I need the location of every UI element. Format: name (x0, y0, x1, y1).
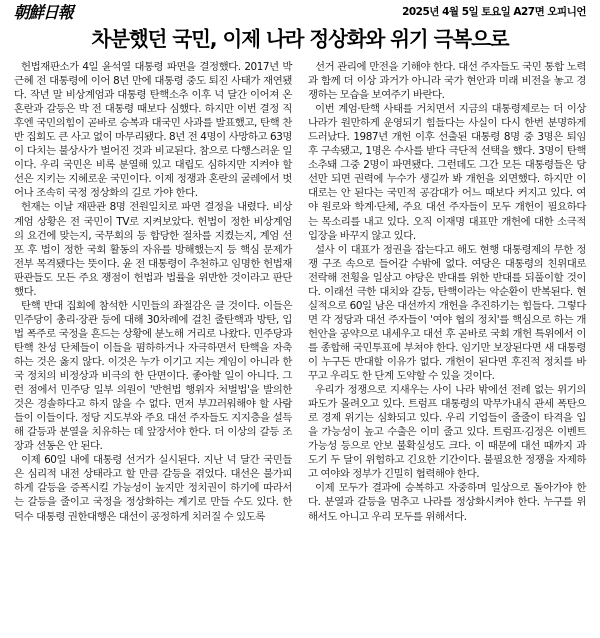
article-body (14, 60, 586, 524)
paragraph: 헌법재판소가 4일 윤석열 대통령 파면을 결정했다. 2017년 박근혜 전 대통령에 이어 8년 만에 대통령 중도 퇴진 사태가 재연됐다. 작년 말 비상계엄과 대통령 탄핵소추 이후 넉 달간 이어져 온 혼란과 갈등은 박 전 대통령 때보다 심했다. 하지만 이번 결정 직후엔 국민의힘이 곧바로 승복과 대국민 사과를 발표했고, 탄핵 찬반 집회도 큰 사고 없이 마무리됐다. 8년 전 4명이 사망하고 63명이 다치는 불상사가 벌어진 것과 비교된다. 참으로 다행스러운 일이다. 우리 국민은 비록 분열해 있고 대립도 심하지만 지켜야 할 선은 지키는 지혜로운 국민이다. 이제 정쟁과 혼란의 굴레에서 벗어나 조속히 국정 정상화의 길로 가야 한다. (14, 61, 292, 200)
paragraph: 탄핵 반대 집회에 참석한 시민들의 좌절감은 클 것이다. 이들은 민주당이 총리·장관 등에 대해 30차례에 걸친 줄탄핵과 방탄, 입법 폭주로 국정을 흔드는 상황에 분노해 거리로 나왔다. 민주당과 탄핵 찬성 단체들이 이들을 폄하하거나 자극하면서 탄핵을 자축하는 것은 옳지 않다. 이것은 누가 이기고 지는 게임이 아니라 한국 정치의 비정상과 비극의 한 단면이다. 좋아할 일이 아니다. 그런 점에서 민주당 일부 의원이 '반헌법 행위자 처벌법'을 발의한 것은 경솔하다고 하지 않을 수 없다. 먼저 부끄러워해야 할 사람들이 이들이다. 정당 지도부와 주요 대선 주자들도 지지층을 설득해 갈등과 분열을 치유하는 데 앞장서야 한다. 더 이상의 갈등 조장과 선동은 안 된다. (14, 299, 292, 453)
column-right (308, 60, 586, 524)
paragraph: 이번 계엄·탄핵 사태를 거치면서 지금의 대통령제로는 더 이상 나라가 원만하게 운영되기 힘들다는 사실이 다시 한번 분명하게 드러났다. 1987년 개헌 이후 선출된 대통령 8명 중 3명은 퇴임 후 구속됐고, 1명은 수사를 받다 극단적 선택을 했다. 3명이 탄핵소추돼 그중 2명이 파면됐다. 그런데도 그간 모든 대통령들은 당선만 되면 권력에 누수가 생길까 봐 개헌을 외면했다. 하지만 이대로는 안 된다는 국민적 공감대가 어느 때보다 커지고 있다. 여야 원로와 학계·단체, 주요 대선 주자들이 모두 개헌이 필요하다는 목소리를 내고 있다. 오직 이재명 대표만 개헌에 대한 소극적 입장을 바꾸지 않고 있다. (308, 103, 586, 242)
paragraph: 헌재는 이날 재판관 8명 전원일치로 파면 결정을 내렸다. 비상계엄 상황은 전 국민이 TV로 지켜보았다. 헌법이 정한 비상계엄의 요건에 맞는지, 국무회의 등 합당한 절차를 지켰는지, 계엄 선포 후 법이 정한 국회 활동의 자유를 방해했는지 등 핵심 문제가 전부 목격됐다는 뜻이다. 윤 전 대통령이 추천하고 임명한 헌법재판관들도 모든 주요 쟁점이 헌법과 법률을 위반한 것이라고 판단했다. (14, 201, 292, 298)
paragraph: 이제 모두가 결과에 승복하고 자중하며 일상으로 돌아가야 한다. 분열과 갈등을 멈추고 나라를 정상화시켜야 한다. 누구를 위해서도 아니고 우리 모두를 위해서다. (308, 482, 586, 523)
paragraph: 선거 관리에 만전을 기해야 한다. 대선 주자들도 국민 통합 노력과 함께 더 이상 과거가 아니라 국가 현안과 미래 비전을 놓고 경쟁하는 모습을 보여주기 바란다. (308, 61, 586, 102)
paragraph: 우리가 정쟁으로 지새우는 사이 나라 밖에선 전례 없는 위기의 파도가 몰려오고 있다. 트럼프 대통령의 막무가내식 관세 폭탄으로 경제 위기는 심화되고 있다. 우리 기업들이 줄줄이 타격을 입을 가능성이 높고 수출은 이미 줄고 있다. 트럼프·김정은 이벤트 가능성 등으로 안보 불확실성도 크다. 이 때문에 대선 때까지 과도기 두 달이 위험하고 긴요한 기간이다. 불필요한 정쟁을 자제하고 여야와 정부가 긴밀히 협력해야 한다. (308, 384, 586, 481)
chosun-ilbo-logo: 朝鮮日報 (13, 1, 73, 23)
column-left (14, 60, 292, 524)
dateline: 2025년 4월 5일 토요일 A27면 오피니언 (402, 6, 586, 18)
page-title: 차분했던 국민, 이제 나라 정상화와 위기 극복으로 (91, 27, 509, 51)
paragraph: 이제 60일 내에 대통령 선거가 실시된다. 지난 넉 달간 국민들은 심리적 내전 상태라고 할 만큼 갈등을 겪었다. 대선은 불가피하게 갈등을 증폭시킬 가능성이 높지만 정치권이 하기에 따라서는 갈등을 줄이고 국정을 정상화하는 계기로 만들 수도 있다. 한덕수 대통령 권한대행은 대선이 공정하게 치러질 수 있도록 (14, 454, 292, 523)
paragraph: 설사 이 대표가 정권을 잡는다고 해도 현행 대통령제의 무한 정쟁 구조 속으로 들어갈 수밖에 없다. 여당은 대통령의 친위대로 전락해 전횡을 일삼고 야당은 반대를 위한 반대를 되풀이할 것이다. 이래선 극한 대치와 갈등, 탄핵이라는 악순환이 반복된다. 현실적으로 60일 남은 대선까지 개헌을 추진하기는 힘들다. 그렇다면 각 정당과 대선 주자들이 '여야 협의 정치'를 핵심으로 하는 개헌안을 공약으로 내세우고 대선 후 곧바로 국회 개헌 특위에서 이를 종합해 국민투표에 부쳐야 한다. 임기만 보장된다면 새 대통령이 누구든 반대할 이유가 없다. 개헌이 된다면 후진적 정치를 바꾸고 우리도 한 단계 도약할 수 있을 것이다. (308, 243, 586, 383)
masthead (13, 1, 586, 23)
